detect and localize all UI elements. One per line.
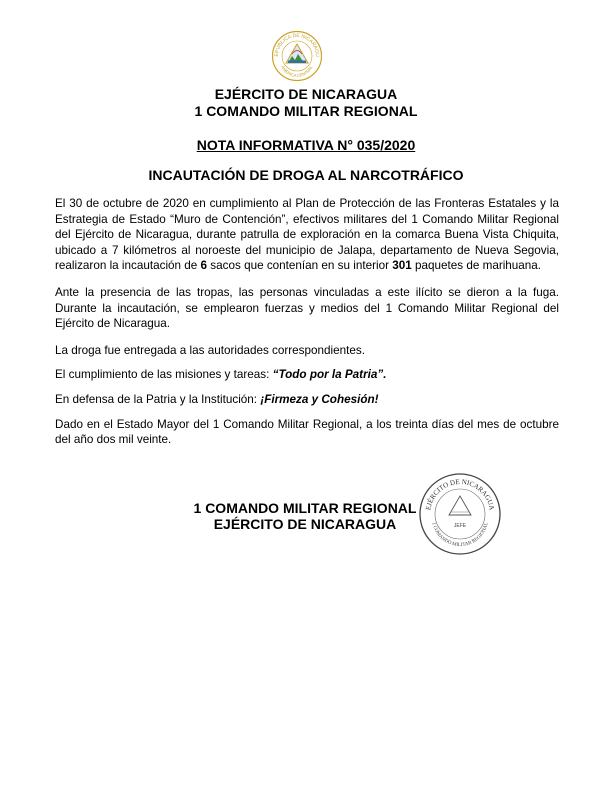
incident-text-b: sacos que contenían en su interior — [207, 259, 393, 273]
note-body — [55, 196, 559, 459]
command-name: 1 COMANDO MILITAR REGIONAL — [194, 103, 418, 119]
paragraph-defense — [55, 392, 559, 408]
mission-label: El cumplimiento de las misiones y tareas: — [55, 368, 273, 382]
paragraph-dated: Dado en el Estado Mayor del 1 Comando Militar Regional, a los treinta días del mes de octubre del año dos mil veinte. — [55, 417, 559, 447]
packages-count: 301 — [392, 259, 412, 273]
sacks-count: 6 — [200, 259, 208, 273]
note-title: NOTA INFORMATIVA N° 035/2020 — [196, 137, 416, 153]
incident-text-c: paquetes de marihuana. — [411, 259, 542, 273]
emblem-top-text: EPÚBLICA DE NICARAGU — [273, 32, 321, 57]
emblem-bottom-text: AMÉRICA CENTRAL — [280, 64, 314, 79]
defense-motto: ¡Firmeza y Cohesión! — [260, 392, 379, 406]
defense-label: En defensa de la Patria y la Institución: — [55, 392, 261, 406]
official-seal-icon — [418, 472, 502, 556]
seal-bottom-text: 1 COMANDO MILITAR REGIONAL — [430, 522, 490, 549]
coat-of-arms-icon — [271, 30, 323, 82]
seal-top-text: EJÉRCITO DE NICARAGUA — [424, 477, 496, 511]
mission-motto: “Todo por la Patria”. — [272, 368, 387, 382]
signature-command: 1 COMANDO MILITAR REGIONAL — [193, 500, 417, 516]
organization-name: EJÉRCITO DE NICARAGUA — [214, 86, 398, 102]
paragraph-incident — [55, 196, 559, 274]
paragraph-mission — [55, 367, 559, 383]
signature-organization: EJÉRCITO DE NICARAGUA — [213, 516, 397, 532]
note-subject: INCAUTACIÓN DE DROGA AL NARCOTRÁFICO — [148, 167, 464, 183]
seal-center-text: JEFE — [453, 523, 467, 529]
paragraph-handover: La droga fue entregada a las autoridades correspondientes. — [55, 343, 365, 357]
incident-text-a: El 30 de octubre de 2020 en cumplimiento al Plan de Protección de las Fronteras Estatales y la Estrategia de Estado “Muro de Contención”, efectivos militares del 1 Comando Militar Regional del Ejército de Nicaragua, durante patrulla de exploración en la comarca Buena Vista Chiquita, ubicado a 7 kilómetros al noroeste del municipio de Jalapa, departamento de Nueva Segovia, realizaron la incautación de — [55, 197, 559, 273]
paragraph-flight: Ante la presencia de las tropas, las personas vinculadas a este ilícito se dieron a la fuga. Durante la incautación, se emplearon fuerzas y medios del 1 Comando Militar Regional del Ejército de Nicaragua. — [55, 285, 559, 331]
